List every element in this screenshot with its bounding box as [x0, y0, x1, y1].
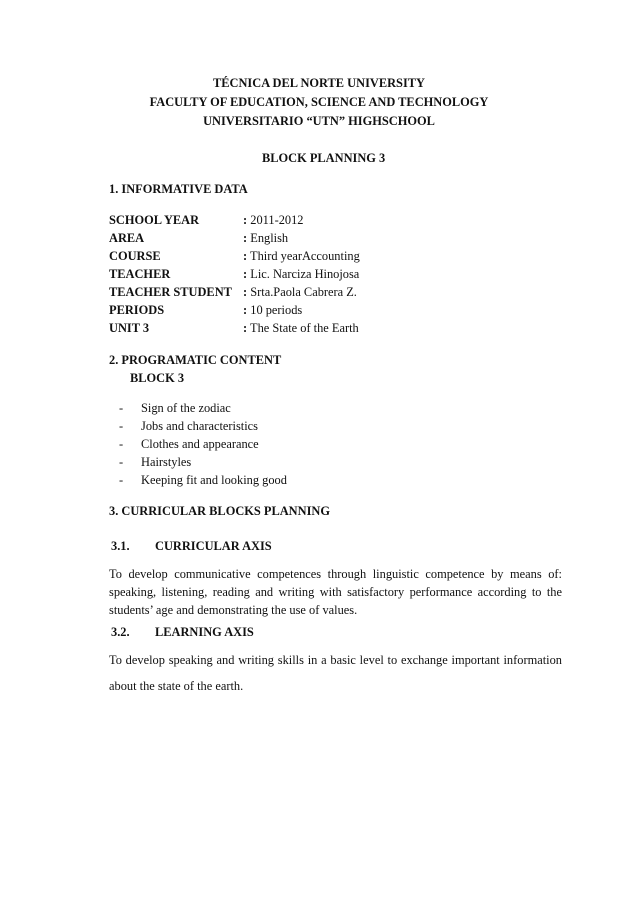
list-bullet: - [119, 437, 124, 451]
row-value: : The State of the Earth [243, 321, 359, 335]
row-value: : English [243, 231, 289, 245]
row-value: : Third yearAccounting [243, 249, 360, 263]
list-bullet: - [119, 455, 124, 469]
section-informative-data-heading: 1. INFORMATIVE DATA [109, 182, 248, 196]
section-curricular-blocks-heading: 3. CURRICULAR BLOCKS PLANNING [109, 504, 330, 518]
row-label: SCHOOL YEAR [109, 213, 200, 227]
row-label: AREA [109, 231, 145, 245]
row-label: TEACHER STUDENT [109, 285, 232, 299]
list-bullet: - [119, 401, 124, 415]
faculty-name: FACULTY OF EDUCATION, SCIENCE AND TECHNOLOGY [149, 95, 489, 109]
row-label: TEACHER [109, 267, 171, 281]
row-value: : Lic. Narciza Hinojosa [243, 267, 360, 281]
list-item: Keeping fit and looking good [141, 473, 287, 487]
row-label: COURSE [109, 249, 161, 263]
block-subheading: BLOCK 3 [130, 371, 185, 385]
list-item: Hairstyles [141, 455, 192, 469]
row-value: : Srta.Paola Cabrera Z. [243, 285, 357, 299]
document-title: BLOCK PLANNING 3 [262, 151, 386, 165]
subsection-number: 3.1. [111, 539, 130, 553]
learning-axis-paragraph: To develop speaking and writing skills in a basic level to exchange important information about the state of the earth. [109, 653, 562, 693]
curricular-axis-paragraph: To develop communicative competences through linguistic competence by means of: speaking, listening, reading and writing with satisfactory performance according to the students’ age and demonstrating the use of values. [109, 567, 562, 617]
row-value: : 10 periods [243, 303, 303, 317]
list-bullet: - [119, 419, 124, 433]
subsection-title: CURRICULAR AXIS [155, 539, 272, 553]
row-label: PERIODS [109, 303, 165, 317]
highschool-name: UNIVERSITARIO “UTN” HIGHSCHOOL [203, 114, 435, 128]
subsection-number: 3.2. [111, 625, 130, 639]
row-value: : 2011-2012 [243, 213, 304, 227]
list-item: Sign of the zodiac [141, 401, 231, 415]
list-item: Jobs and characteristics [141, 419, 258, 433]
section-programatic-content-heading: 2. PROGRAMATIC CONTENT [109, 353, 282, 367]
row-label: UNIT 3 [109, 321, 150, 335]
list-bullet: - [119, 473, 124, 487]
university-name: TÉCNICA DEL NORTE UNIVERSITY [213, 76, 425, 90]
subsection-title: LEARNING AXIS [155, 625, 254, 639]
list-item: Clothes and appearance [141, 437, 259, 451]
